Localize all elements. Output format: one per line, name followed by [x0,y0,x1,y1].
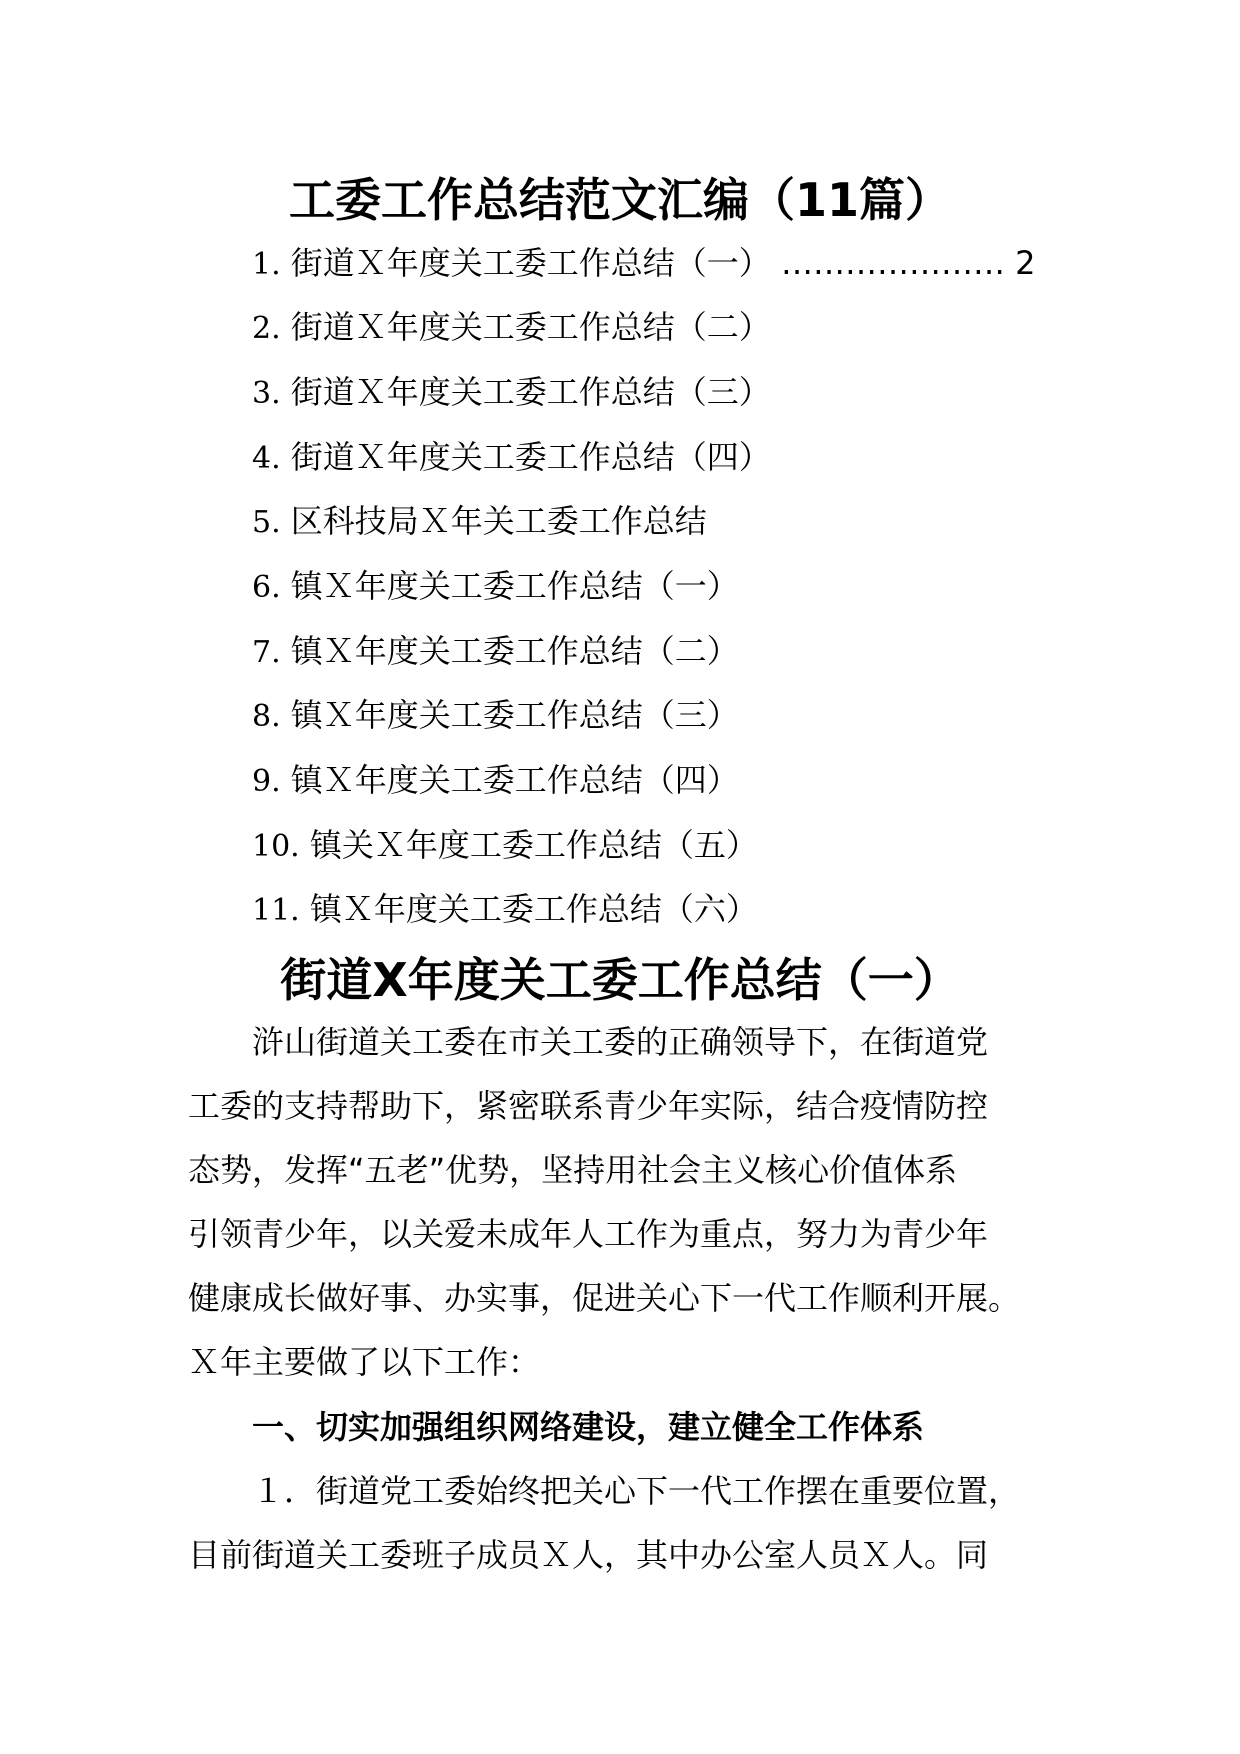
toc-item-number: 9. [252,764,281,799]
section-title: 街道X年度关工委工作总结（一） [280,953,960,1007]
toc-item-label: 镇关Ｘ年度工委工作总结（五） [309,826,758,864]
toc-item-number: 2. [252,311,281,346]
toc-item[interactable] [252,820,1062,870]
toc-item-number: 10. [252,829,300,864]
toc-item-label: 镇Ｘ年度关工委工作总结（四） [290,761,739,799]
toc-item-label: 街道Ｘ年度关工委工作总结（一） [290,244,771,282]
toc-page-number: 2 [1015,244,1036,282]
toc-item[interactable] [252,238,1062,288]
toc-item-label: 街道Ｘ年度关工委工作总结（三） [290,373,771,411]
toc-item-number: 7. [252,635,281,670]
toc-item[interactable] [252,755,1062,805]
paragraph-line: １．街道党工委始终把关心下一代工作摆在重要位置， [252,1472,1021,1510]
paragraph-line: 目前街道关工委班子成员Ｘ人，其中办公室人员Ｘ人。同 [188,1536,989,1574]
toc-item-label: 镇Ｘ年度关工委工作总结（六） [309,890,758,928]
paragraph-line: Ｘ年主要做了以下工作： [188,1343,541,1381]
toc-item[interactable] [252,302,1062,352]
toc-item[interactable] [252,561,1062,611]
toc-item-number: 8. [252,699,281,734]
toc-item-label: 镇Ｘ年度关工委工作总结（二） [290,632,739,670]
paragraph-line: 工委的支持帮助下，紧密联系青少年实际，结合疫情防控 [188,1087,989,1125]
toc-item-label: 街道Ｘ年度关工委工作总结（四） [290,438,771,476]
toc-item-number: 6. [252,570,281,605]
toc-leader-dots: ………………… [780,244,1005,282]
toc-item-number: 4. [252,441,281,476]
toc-item[interactable] [252,496,1062,546]
section-heading: 一、切实加强组织网络建设，建立健全工作体系 [252,1408,925,1446]
paragraph-line: 引领青少年，以关爱未成年人工作为重点，努力为青少年 [188,1215,989,1253]
toc-item[interactable] [252,884,1062,934]
toc-item-number: 1. [252,247,281,282]
toc-item-number: 3. [252,376,281,411]
document-title: 工委工作总结范文汇编（11篇） [288,173,951,227]
toc-item-number: 5. [252,505,281,540]
toc-item-label: 区科技局Ｘ年关工委工作总结 [290,502,707,540]
paragraph-line: 浒山街道关工委在市关工委的正确领导下，在街道党 [252,1023,989,1061]
toc-item[interactable] [252,690,1062,740]
toc-item[interactable] [252,367,1062,417]
toc-item-label: 镇Ｘ年度关工委工作总结（一） [290,567,739,605]
paragraph-line: 态势，发挥“五老”优势，坚持用社会主义核心价值体系 [188,1151,958,1189]
toc-item-label: 街道Ｘ年度关工委工作总结（二） [290,308,771,346]
toc-item-label: 镇Ｘ年度关工委工作总结（三） [290,696,739,734]
toc-item[interactable] [252,432,1062,482]
paragraph-line: 健康成长做好事、办实事，促进关心下一代工作顺利开展。 [188,1279,1021,1317]
toc-item[interactable] [252,626,1062,676]
toc-item-number: 11. [252,893,300,928]
